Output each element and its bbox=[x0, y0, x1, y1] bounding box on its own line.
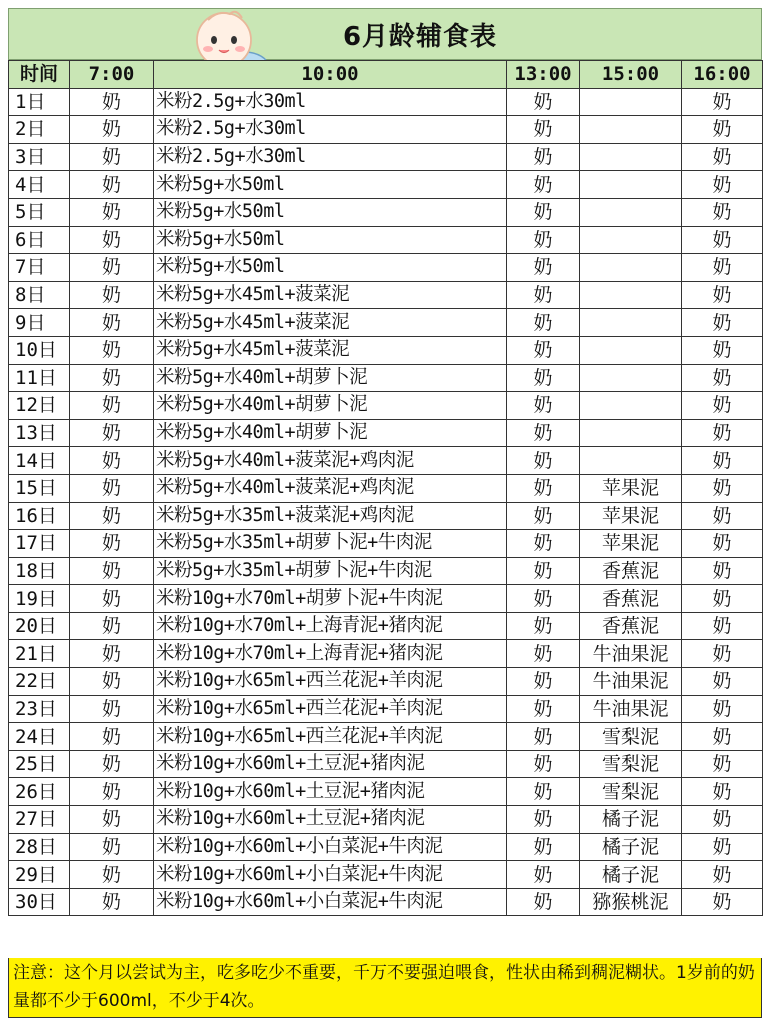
slot-1600: 奶 bbox=[682, 364, 763, 392]
slot-1600: 奶 bbox=[682, 640, 763, 668]
table-row bbox=[9, 888, 763, 916]
slot-0700: 奶 bbox=[70, 364, 154, 392]
slot-0700: 奶 bbox=[70, 309, 154, 337]
slot-0700: 奶 bbox=[70, 888, 154, 916]
day-cell: 15日 bbox=[9, 474, 70, 502]
slot-0700: 奶 bbox=[70, 88, 154, 116]
feeding-note: 注意：这个月以尝试为主，吃多吃少不重要，千万不要强迫喂食，性状由稀到稠泥糊状。1岁前的奶量都不少于600ml，不少于4次。 bbox=[8, 958, 762, 1018]
slot-1600: 奶 bbox=[682, 585, 763, 613]
slot-1300: 奶 bbox=[507, 171, 580, 199]
slot-1000: 米粉5g+水35ml+胡萝卜泥+牛肉泥 bbox=[154, 557, 507, 585]
slot-1300: 奶 bbox=[507, 226, 580, 254]
slot-1600: 奶 bbox=[682, 557, 763, 585]
day-cell: 22日 bbox=[9, 668, 70, 696]
slot-1500 bbox=[580, 281, 682, 309]
slot-1500 bbox=[580, 88, 682, 116]
slot-1300: 奶 bbox=[507, 116, 580, 144]
table-row bbox=[9, 392, 763, 420]
slot-1300: 奶 bbox=[507, 530, 580, 558]
slot-1500 bbox=[580, 254, 682, 282]
slot-1300: 奶 bbox=[507, 723, 580, 751]
slot-1600: 奶 bbox=[682, 778, 763, 806]
day-cell: 26日 bbox=[9, 778, 70, 806]
day-cell: 24日 bbox=[9, 723, 70, 751]
slot-1000: 米粉5g+水40ml+菠菜泥+鸡肉泥 bbox=[154, 447, 507, 475]
slot-1600: 奶 bbox=[682, 695, 763, 723]
slot-0700: 奶 bbox=[70, 750, 154, 778]
slot-1000: 米粉5g+水40ml+胡萝卜泥 bbox=[154, 419, 507, 447]
slot-1600: 奶 bbox=[682, 336, 763, 364]
table-row bbox=[9, 281, 763, 309]
slot-0700: 奶 bbox=[70, 612, 154, 640]
day-cell: 4日 bbox=[9, 171, 70, 199]
table-row bbox=[9, 640, 763, 668]
slot-1300: 奶 bbox=[507, 447, 580, 475]
slot-1500: 香蕉泥 bbox=[580, 612, 682, 640]
slot-0700: 奶 bbox=[70, 474, 154, 502]
slot-0700: 奶 bbox=[70, 198, 154, 226]
slot-1500 bbox=[580, 419, 682, 447]
slot-0700: 奶 bbox=[70, 723, 154, 751]
slot-1300: 奶 bbox=[507, 640, 580, 668]
slot-1000: 米粉10g+水60ml+小白菜泥+牛肉泥 bbox=[154, 888, 507, 916]
slot-0700: 奶 bbox=[70, 447, 154, 475]
table-row bbox=[9, 364, 763, 392]
header-time: 时间 bbox=[9, 61, 70, 89]
table-row bbox=[9, 530, 763, 558]
day-cell: 6日 bbox=[9, 226, 70, 254]
slot-1300: 奶 bbox=[507, 254, 580, 282]
table-row bbox=[9, 723, 763, 751]
slot-1300: 奶 bbox=[507, 474, 580, 502]
slot-1500: 雪梨泥 bbox=[580, 723, 682, 751]
table-row bbox=[9, 695, 763, 723]
slot-1500 bbox=[580, 336, 682, 364]
day-cell: 25日 bbox=[9, 750, 70, 778]
slot-1000: 米粉5g+水50ml bbox=[154, 198, 507, 226]
slot-1300: 奶 bbox=[507, 750, 580, 778]
slot-1300: 奶 bbox=[507, 198, 580, 226]
table-body bbox=[9, 88, 763, 916]
table-row bbox=[9, 171, 763, 199]
page-title: 6月龄辅食表 bbox=[342, 21, 498, 52]
slot-1000: 米粉5g+水35ml+胡萝卜泥+牛肉泥 bbox=[154, 530, 507, 558]
slot-0700: 奶 bbox=[70, 640, 154, 668]
slot-0700: 奶 bbox=[70, 143, 154, 171]
day-cell: 28日 bbox=[9, 833, 70, 861]
slot-1000: 米粉10g+水60ml+小白菜泥+牛肉泥 bbox=[154, 833, 507, 861]
slot-1600: 奶 bbox=[682, 309, 763, 337]
slot-1500 bbox=[580, 364, 682, 392]
table-row bbox=[9, 336, 763, 364]
slot-1500 bbox=[580, 226, 682, 254]
slot-1600: 奶 bbox=[682, 88, 763, 116]
slot-0700: 奶 bbox=[70, 392, 154, 420]
day-cell: 27日 bbox=[9, 806, 70, 834]
day-cell: 17日 bbox=[9, 530, 70, 558]
slot-0700: 奶 bbox=[70, 502, 154, 530]
slot-1000: 米粉10g+水60ml+土豆泥+猪肉泥 bbox=[154, 750, 507, 778]
slot-1000: 米粉10g+水70ml+胡萝卜泥+牛肉泥 bbox=[154, 585, 507, 613]
slot-1600: 奶 bbox=[682, 750, 763, 778]
slot-1600: 奶 bbox=[682, 806, 763, 834]
slot-1600: 奶 bbox=[682, 474, 763, 502]
slot-1600: 奶 bbox=[682, 612, 763, 640]
slot-1000: 米粉10g+水65ml+西兰花泥+羊肉泥 bbox=[154, 668, 507, 696]
slot-1500: 香蕉泥 bbox=[580, 557, 682, 585]
slot-1000: 米粉10g+水65ml+西兰花泥+羊肉泥 bbox=[154, 723, 507, 751]
slot-1500 bbox=[580, 392, 682, 420]
slot-1500: 苹果泥 bbox=[580, 502, 682, 530]
table-row bbox=[9, 309, 763, 337]
slot-1000: 米粉5g+水35ml+菠菜泥+鸡肉泥 bbox=[154, 502, 507, 530]
slot-1300: 奶 bbox=[507, 502, 580, 530]
slot-1600: 奶 bbox=[682, 281, 763, 309]
day-cell: 9日 bbox=[9, 309, 70, 337]
slot-0700: 奶 bbox=[70, 226, 154, 254]
slot-1600: 奶 bbox=[682, 833, 763, 861]
slot-0700: 奶 bbox=[70, 530, 154, 558]
slot-1500: 牛油果泥 bbox=[580, 668, 682, 696]
slot-1500: 橘子泥 bbox=[580, 861, 682, 889]
slot-1300: 奶 bbox=[507, 281, 580, 309]
slot-1300: 奶 bbox=[507, 806, 580, 834]
slot-1600: 奶 bbox=[682, 116, 763, 144]
slot-0700: 奶 bbox=[70, 336, 154, 364]
header-0700: 7:00 bbox=[70, 61, 154, 89]
slot-1600: 奶 bbox=[682, 861, 763, 889]
day-cell: 29日 bbox=[9, 861, 70, 889]
slot-1500: 牛油果泥 bbox=[580, 695, 682, 723]
slot-1300: 奶 bbox=[507, 143, 580, 171]
slot-1000: 米粉5g+水45ml+菠菜泥 bbox=[154, 309, 507, 337]
slot-1000: 米粉5g+水45ml+菠菜泥 bbox=[154, 336, 507, 364]
day-cell: 21日 bbox=[9, 640, 70, 668]
slot-1500: 橘子泥 bbox=[580, 833, 682, 861]
slot-1000: 米粉10g+水65ml+西兰花泥+羊肉泥 bbox=[154, 695, 507, 723]
slot-1500 bbox=[580, 309, 682, 337]
day-cell: 11日 bbox=[9, 364, 70, 392]
slot-1000: 米粉5g+水40ml+胡萝卜泥 bbox=[154, 392, 507, 420]
slot-1300: 奶 bbox=[507, 612, 580, 640]
slot-1000: 米粉5g+水50ml bbox=[154, 254, 507, 282]
schedule-table bbox=[8, 60, 763, 916]
slot-1600: 奶 bbox=[682, 668, 763, 696]
slot-1000: 米粉2.5g+水30ml bbox=[154, 88, 507, 116]
table-row bbox=[9, 474, 763, 502]
slot-1300: 奶 bbox=[507, 833, 580, 861]
slot-1000: 米粉5g+水50ml bbox=[154, 226, 507, 254]
slot-1600: 奶 bbox=[682, 447, 763, 475]
slot-0700: 奶 bbox=[70, 557, 154, 585]
day-cell: 10日 bbox=[9, 336, 70, 364]
day-cell: 30日 bbox=[9, 888, 70, 916]
table-row bbox=[9, 861, 763, 889]
slot-1000: 米粉5g+水50ml bbox=[154, 171, 507, 199]
day-cell: 20日 bbox=[9, 612, 70, 640]
slot-1600: 奶 bbox=[682, 502, 763, 530]
slot-1300: 奶 bbox=[507, 364, 580, 392]
slot-0700: 奶 bbox=[70, 171, 154, 199]
slot-0700: 奶 bbox=[70, 116, 154, 144]
day-cell: 16日 bbox=[9, 502, 70, 530]
table-row bbox=[9, 833, 763, 861]
slot-1300: 奶 bbox=[507, 888, 580, 916]
day-cell: 2日 bbox=[9, 116, 70, 144]
day-cell: 5日 bbox=[9, 198, 70, 226]
day-cell: 7日 bbox=[9, 254, 70, 282]
slot-1600: 奶 bbox=[682, 419, 763, 447]
table-row bbox=[9, 143, 763, 171]
table-row bbox=[9, 198, 763, 226]
slot-1500: 香蕉泥 bbox=[580, 585, 682, 613]
slot-1000: 米粉10g+水60ml+土豆泥+猪肉泥 bbox=[154, 806, 507, 834]
title-bar bbox=[8, 8, 762, 60]
table-row bbox=[9, 557, 763, 585]
slot-0700: 奶 bbox=[70, 585, 154, 613]
table-row bbox=[9, 585, 763, 613]
slot-1500: 雪梨泥 bbox=[580, 750, 682, 778]
slot-1600: 奶 bbox=[682, 392, 763, 420]
table-header-row bbox=[9, 61, 763, 89]
slot-1000: 米粉2.5g+水30ml bbox=[154, 143, 507, 171]
slot-1000: 米粉5g+水40ml+胡萝卜泥 bbox=[154, 364, 507, 392]
slot-1000: 米粉10g+水70ml+上海青泥+猪肉泥 bbox=[154, 612, 507, 640]
slot-1500 bbox=[580, 171, 682, 199]
slot-1300: 奶 bbox=[507, 778, 580, 806]
slot-0700: 奶 bbox=[70, 281, 154, 309]
slot-0700: 奶 bbox=[70, 806, 154, 834]
table-row bbox=[9, 668, 763, 696]
slot-1300: 奶 bbox=[507, 88, 580, 116]
slot-1500 bbox=[580, 447, 682, 475]
header-1500: 15:00 bbox=[580, 61, 682, 89]
slot-0700: 奶 bbox=[70, 254, 154, 282]
slot-1600: 奶 bbox=[682, 171, 763, 199]
header-1000: 10:00 bbox=[154, 61, 507, 89]
slot-0700: 奶 bbox=[70, 778, 154, 806]
slot-0700: 奶 bbox=[70, 668, 154, 696]
slot-1500 bbox=[580, 198, 682, 226]
table-row bbox=[9, 88, 763, 116]
slot-1500: 苹果泥 bbox=[580, 474, 682, 502]
slot-1500: 苹果泥 bbox=[580, 530, 682, 558]
header-1300: 13:00 bbox=[507, 61, 580, 89]
table-row bbox=[9, 254, 763, 282]
slot-1000: 米粉2.5g+水30ml bbox=[154, 116, 507, 144]
day-cell: 23日 bbox=[9, 695, 70, 723]
table-row bbox=[9, 806, 763, 834]
slot-1600: 奶 bbox=[682, 226, 763, 254]
slot-1300: 奶 bbox=[507, 336, 580, 364]
slot-0700: 奶 bbox=[70, 833, 154, 861]
slot-1600: 奶 bbox=[682, 888, 763, 916]
slot-1500: 猕猴桃泥 bbox=[580, 888, 682, 916]
slot-1000: 米粉5g+水40ml+菠菜泥+鸡肉泥 bbox=[154, 474, 507, 502]
slot-1300: 奶 bbox=[507, 392, 580, 420]
day-cell: 12日 bbox=[9, 392, 70, 420]
slot-1500: 牛油果泥 bbox=[580, 640, 682, 668]
slot-1300: 奶 bbox=[507, 695, 580, 723]
slot-1300: 奶 bbox=[507, 861, 580, 889]
table-row bbox=[9, 612, 763, 640]
table-row bbox=[9, 502, 763, 530]
slot-1500 bbox=[580, 116, 682, 144]
slot-1600: 奶 bbox=[682, 530, 763, 558]
slot-1000: 米粉5g+水45ml+菠菜泥 bbox=[154, 281, 507, 309]
slot-1300: 奶 bbox=[507, 419, 580, 447]
slot-0700: 奶 bbox=[70, 419, 154, 447]
table-row bbox=[9, 226, 763, 254]
slot-1500: 橘子泥 bbox=[580, 806, 682, 834]
slot-1000: 米粉10g+水70ml+上海青泥+猪肉泥 bbox=[154, 640, 507, 668]
slot-1600: 奶 bbox=[682, 198, 763, 226]
slot-1300: 奶 bbox=[507, 309, 580, 337]
day-cell: 13日 bbox=[9, 419, 70, 447]
slot-1300: 奶 bbox=[507, 668, 580, 696]
day-cell: 14日 bbox=[9, 447, 70, 475]
slot-1600: 奶 bbox=[682, 143, 763, 171]
table-row bbox=[9, 778, 763, 806]
slot-0700: 奶 bbox=[70, 861, 154, 889]
slot-1300: 奶 bbox=[507, 585, 580, 613]
table-row bbox=[9, 116, 763, 144]
day-cell: 1日 bbox=[9, 88, 70, 116]
table-row bbox=[9, 447, 763, 475]
slot-1600: 奶 bbox=[682, 254, 763, 282]
slot-0700: 奶 bbox=[70, 695, 154, 723]
table-row bbox=[9, 419, 763, 447]
header-1600: 16:00 bbox=[682, 61, 763, 89]
day-cell: 19日 bbox=[9, 585, 70, 613]
day-cell: 8日 bbox=[9, 281, 70, 309]
slot-1600: 奶 bbox=[682, 723, 763, 751]
slot-1500 bbox=[580, 143, 682, 171]
table-row bbox=[9, 750, 763, 778]
slot-1300: 奶 bbox=[507, 557, 580, 585]
day-cell: 18日 bbox=[9, 557, 70, 585]
slot-1500: 雪梨泥 bbox=[580, 778, 682, 806]
slot-1000: 米粉10g+水60ml+土豆泥+猪肉泥 bbox=[154, 778, 507, 806]
slot-1000: 米粉10g+水60ml+小白菜泥+牛肉泥 bbox=[154, 861, 507, 889]
day-cell: 3日 bbox=[9, 143, 70, 171]
